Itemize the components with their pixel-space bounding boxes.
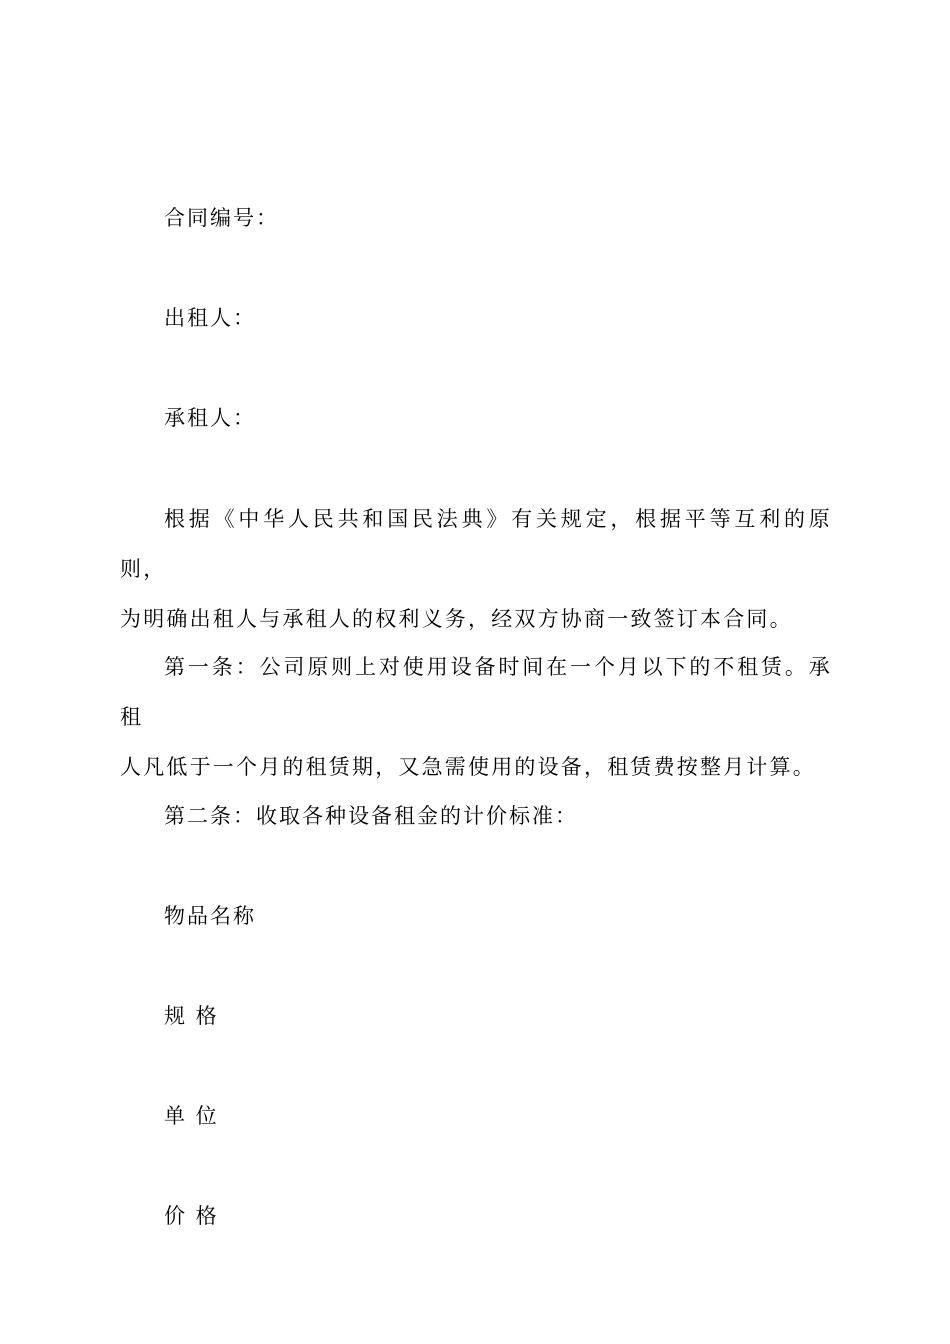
price-header: 价 格	[164, 1204, 219, 1228]
preamble-line-1: 根据《中华人民共和国民法典》有关规定，根据平等互利的原则，	[120, 507, 832, 581]
unit-header: 单 位	[164, 1104, 219, 1128]
item-name-header: 物品名称	[164, 904, 256, 928]
preamble-line-2: 为明确出租人与承租人的权利义务，经双方协商一致签订本合同。	[120, 607, 793, 631]
preamble-paragraph	[120, 494, 832, 644]
article-2-heading: 第二条：收取各种设备租金的计价标准：	[164, 804, 578, 828]
article-1-line-1: 第一条：公司原则上对使用设备时间在一个月以下的不租赁。承租	[120, 655, 832, 729]
spec-header: 规 格	[164, 1004, 219, 1028]
contract-number-label: 合同编号：	[164, 206, 279, 230]
article-1-paragraph	[120, 642, 832, 792]
lessee-label: 承租人：	[164, 406, 256, 430]
lessor-label: 出租人：	[164, 306, 256, 330]
article-1-line-2: 人凡低于一个月的租赁期，又急需使用的设备，租赁费按整月计算。	[120, 755, 816, 779]
